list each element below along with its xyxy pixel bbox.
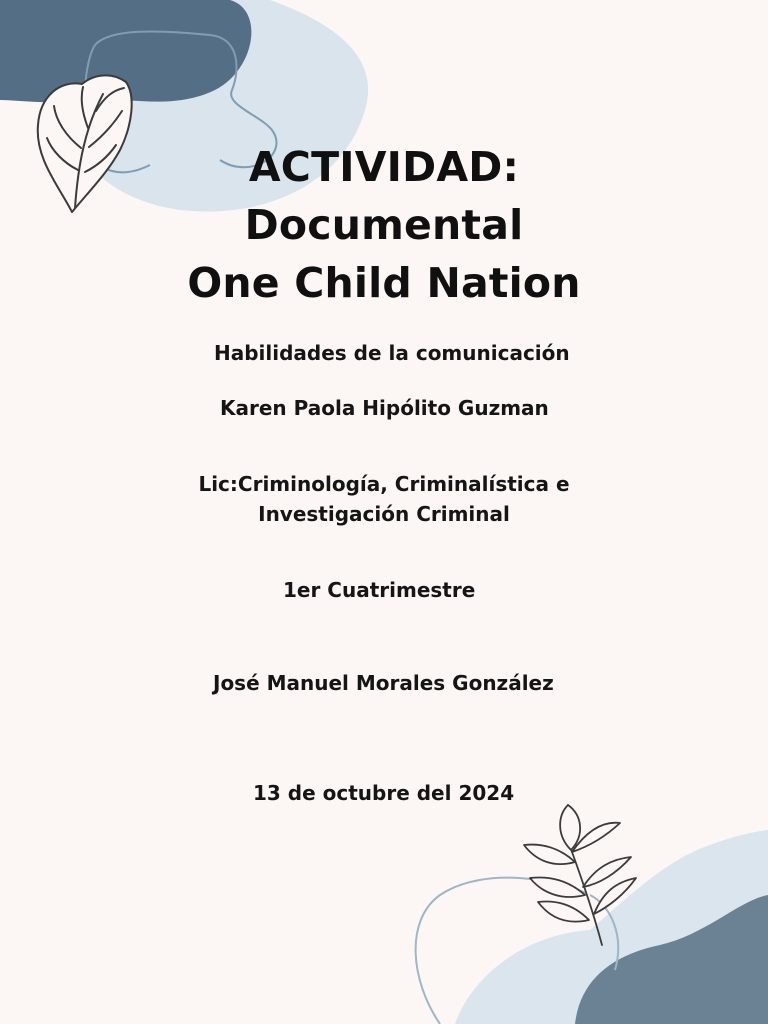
teacher-name: José Manuel Morales González	[213, 671, 554, 695]
activity-title	[0, 138, 768, 312]
degree-line-2: Investigación Criminal	[258, 502, 510, 526]
document-date: 13 de octubre del 2024	[253, 781, 515, 805]
title-line-3: One Child Nation	[187, 259, 581, 307]
degree-line-1: Lic:Criminología, Criminalística e	[198, 472, 570, 496]
title-line-2: Documental	[244, 201, 524, 249]
subject-text: Habilidades de la comunicación	[214, 341, 570, 365]
title-line-1: ACTIVIDAD:	[248, 143, 520, 191]
student-name: Karen Paola Hipólito Guzman	[220, 396, 549, 420]
degree-program	[0, 469, 768, 529]
term-text: 1er Cuatrimestre	[283, 578, 476, 602]
